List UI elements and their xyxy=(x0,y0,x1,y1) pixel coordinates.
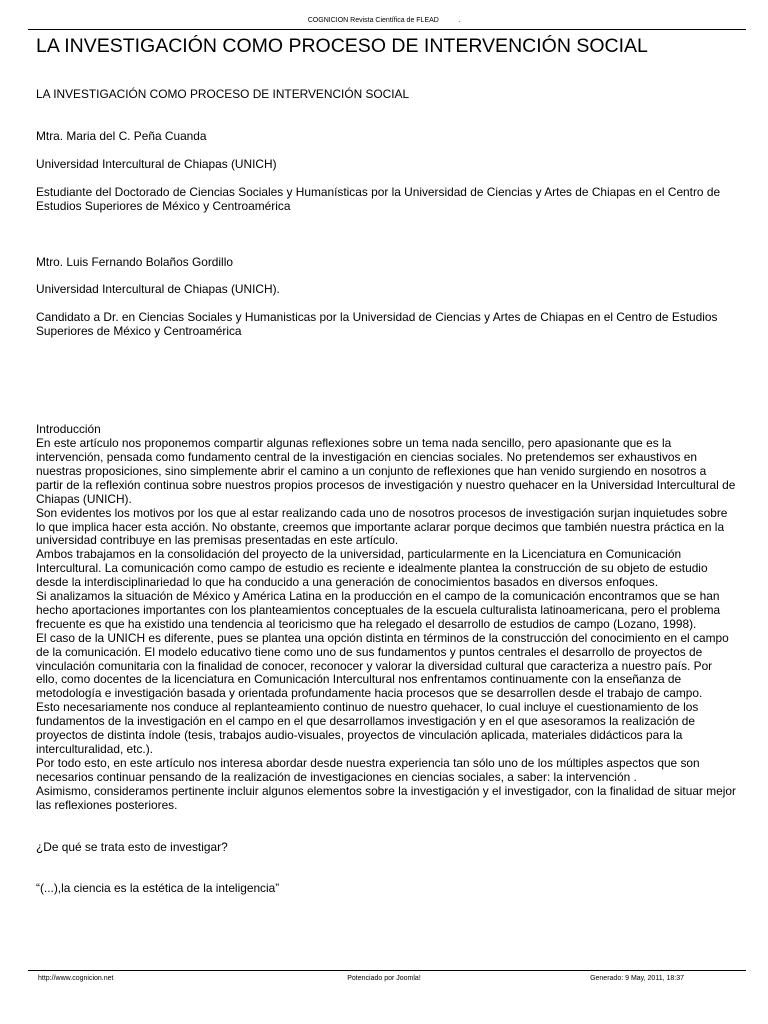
spacer xyxy=(36,214,736,256)
body-paragraph: Asimismo, consideramos pertinente incluir algunos elementos sobre la investigación y el investigador, con la finalidad de situar mejor las reflexiones posteriores. xyxy=(36,783,736,812)
body-paragraph: El caso de la UNICH es diferente, pues se plantea una opción distinta en términos de la construcción del conocimiento en el campo de la comunicación. El modelo educativo tiene como uno de sus fundamentos y puntos centrales el desarrollo de proyectos de vinculación comunitaria con la finalidad de conocer, reconocer y valorar la diversidad cultural que caracteriza a nuestro país. Por ello, como docentes de la licenciatura en Comunicación Intercultural nos enfrentamos continuamente con la enseñanza de metodología e investigación basada y orientada profundamente hacia procesos que se desarrollen desde el trabajo de campo. xyxy=(36,630,729,701)
footer-generated-date: Generado: 9 May, 2011, 18:37 xyxy=(590,975,684,982)
spacer xyxy=(36,144,736,158)
body-paragraph: Si analizamos la situación de México y América Latina en la producción en el campo de la comunicación encontramos que se han hecho aportaciones importantes con los planteamientos conceptuales de la escuela culturalista latinoamericana, pero el problema frecuente es que ha existido una tendencia al teoricismo que ha relegado el desarrollo de estudios de campo (Lozano, 1998). xyxy=(36,589,721,631)
intro-heading: Introducción xyxy=(36,422,101,437)
author-1-institution: Universidad Intercultural de Chiapas (UNICH) xyxy=(36,156,277,171)
section-heading: ¿De qué se trata esto de investigar? xyxy=(36,839,228,854)
spacer xyxy=(36,269,736,283)
footer-url-link[interactable]: http://www.cognicion.net xyxy=(38,975,114,982)
spacer xyxy=(36,172,736,186)
spacer xyxy=(36,102,736,130)
spacer xyxy=(36,813,736,841)
author-1-description: Estudiante del Doctorado de Ciencias Sociales y Humanísticas por la Universidad de Ciencias y Artes de Chiapas en el Centro de Estudios Superiores de México y Centroamérica xyxy=(36,184,721,213)
spacer xyxy=(36,854,736,882)
author-1-name: Mtra. Maria del C. Peña Cuanda xyxy=(36,128,207,143)
body-paragraph: En este artículo nos proponemos compartir algunas reflexiones sobre un tema nada sencillo, pero apasionante que es la intervención, pensada como fundamento central de la investigación en ciencias sociales. No pretendemos ser exhaustivos en nuestras proposiciones, sino simplemente abrir el camino a un conjunto de reflexiones que han venido surgiendo en nosotros a partir de la reflexión continua sobre nuestros propios procesos de investigación y nuestro quehacer en la Universidad Intercultural de Chiapas (UNICH). xyxy=(36,436,736,506)
spacer xyxy=(36,297,736,311)
journal-header: COGNICION Revista Científica de FLEAD . xyxy=(307,17,461,24)
author-2-institution: Universidad Intercultural de Chiapas (UNICH). xyxy=(36,282,280,297)
article-subtitle: LA INVESTIGACIÓN COMO PROCESO DE INTERVENCIÓN SOCIAL xyxy=(36,87,410,101)
body-paragraph: Esto necesariamente nos conduce al replanteamiento continuo de nuestro quehacer, lo cual incluye el cuestionamiento de los fundamentos de la investigación en el campo en el que desarrollamos investigación y en el que asesoramos la realización de proyectos de distinta índole (tesis, trabajos audio-visuales, proyectos de vinculación aplicada, materiales didácticos para la interculturalidad, etc.). xyxy=(36,700,699,756)
spacer xyxy=(36,339,736,423)
body-paragraph: Por todo esto, en este artículo nos interesa abordar desde nuestra experiencia tan sólo uno de los múltiples aspectos que son necesarios continuar pensando de la realización de investigaciones en ciencias sociales, a saber: la intervención . xyxy=(36,755,700,784)
epigraph-quote: “(...),la ciencia es la estética de la inteligencia” xyxy=(36,881,280,896)
footer-divider xyxy=(28,970,746,971)
article-title: LA INVESTIGACIÓN COMO PROCESO DE INTERVENCIÓN SOCIAL xyxy=(36,35,648,57)
header-divider xyxy=(28,29,746,30)
article-content xyxy=(36,88,736,896)
body-paragraph: Son evidentes los motivos por los que al estar realizando cada uno de nosotros procesos de investigación surjan inquietudes sobre lo que implica hacer esta acción. No obstante, creemos que importante aclarar porque decimos que también nuestra práctica en la universidad contribuye en las premisas presentadas en este artículo. xyxy=(36,505,728,548)
footer-powered-by: Potenciado por Joomla! xyxy=(347,975,421,982)
author-2-description: Candidato a Dr. en Ciencias Sociales y Humanisticas por la Universidad de Ciencias y Artes de Chiapas en el Centro de Estudios Superiores de México y Centroamérica xyxy=(36,310,718,339)
author-2-name: Mtro. Luis Fernando Bolaños Gordillo xyxy=(36,254,233,269)
body-paragraph: Ambos trabajamos en la consolidación del proyecto de la universidad, particularmente en la Licenciatura en Comunicación Intercultural. La comunicación como campo de estudio es reciente e idealmente plantea la construcción de su objeto de estudio desde la interdisciplinariedad lo que ha conducido a una generación de conocimientos basados en diversos enfoques. xyxy=(36,547,708,590)
